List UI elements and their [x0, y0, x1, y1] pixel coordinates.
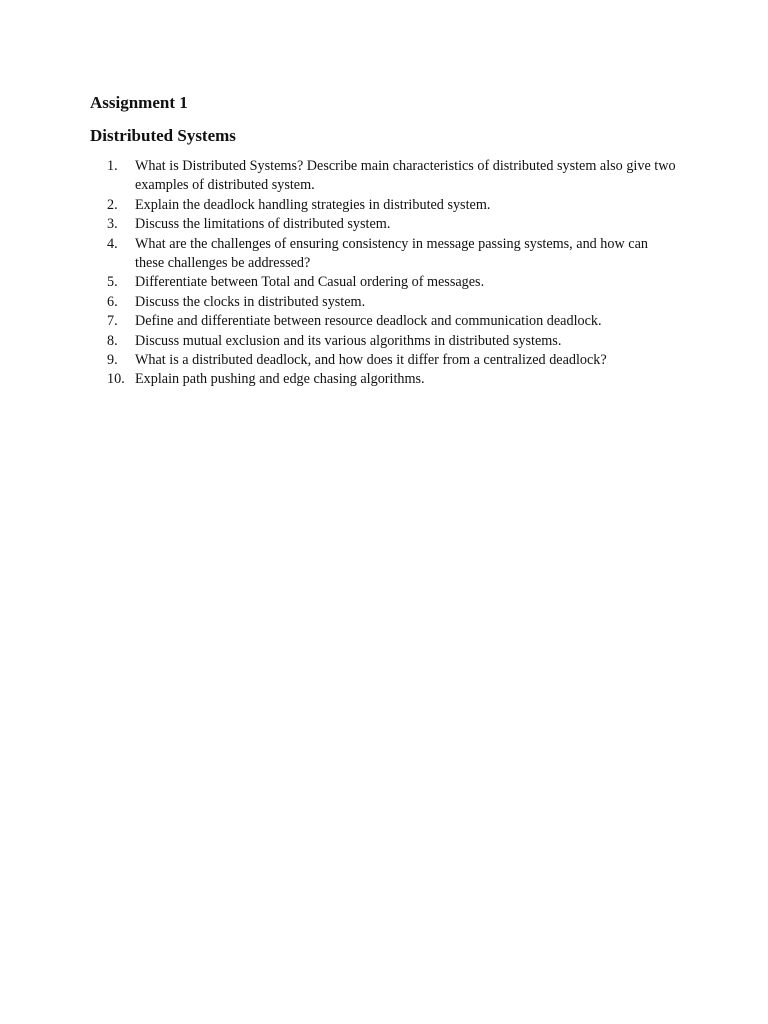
question-number: 9. — [107, 352, 118, 369]
document-content — [90, 92, 680, 390]
question-item — [90, 215, 680, 234]
question-number: 7. — [107, 313, 118, 330]
question-number: 10. — [107, 371, 125, 388]
question-text: Discuss the limitations of distributed system. — [135, 216, 391, 233]
question-item — [90, 332, 680, 351]
assignment-title: Assignment 1 — [90, 93, 188, 112]
question-number: 8. — [107, 332, 118, 349]
question-number: 1. — [107, 158, 118, 174]
question-list — [90, 157, 680, 390]
question-text: What are the challenges of ensuring consistency in message passing systems, and how can these challenges be addressed? — [135, 235, 648, 272]
question-item — [90, 370, 680, 389]
question-text: Discuss the clocks in distributed system. — [135, 293, 366, 310]
course-subtitle: Distributed Systems — [90, 126, 236, 145]
question-text: Explain path pushing and edge chasing algorithms. — [135, 371, 425, 388]
question-item — [90, 196, 680, 215]
question-number: 2. — [107, 196, 118, 213]
question-item — [90, 235, 680, 274]
question-item — [90, 273, 680, 292]
question-text: What is a distributed deadlock, and how does it differ from a centralized deadlock? — [135, 352, 607, 369]
question-item — [90, 351, 680, 370]
question-text: Discuss mutual exclusion and its various algorithms in distributed systems. — [135, 332, 562, 349]
question-number: 4. — [107, 235, 118, 252]
question-number: 6. — [107, 293, 118, 310]
question-text: Differentiate between Total and Casual ordering of messages. — [135, 274, 485, 291]
question-text: Define and differentiate between resource deadlock and communication deadlock. — [135, 313, 602, 330]
question-item — [90, 157, 680, 196]
question-text: Explain the deadlock handling strategies in distributed system. — [135, 196, 491, 213]
question-number: 5. — [107, 274, 118, 291]
question-text: What is Distributed Systems? Describe main characteristics of distributed system also give two examples of distributed system. — [135, 158, 676, 194]
question-number: 3. — [107, 216, 118, 233]
question-item — [90, 293, 680, 312]
question-item — [90, 312, 680, 331]
